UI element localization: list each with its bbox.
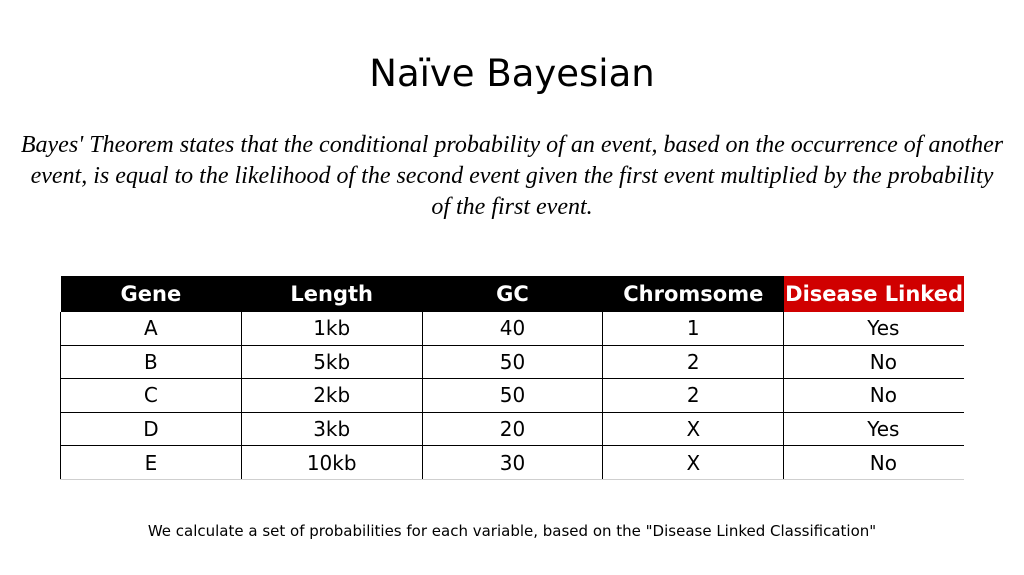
cell-gene: E — [61, 446, 242, 480]
cell-gene: A — [61, 312, 242, 345]
cell-gc: 30 — [422, 446, 603, 480]
cell-length: 1kb — [241, 312, 422, 345]
cell-gene: D — [61, 412, 242, 446]
cell-gc: 50 — [422, 379, 603, 413]
cell-gene: C — [61, 379, 242, 413]
table-row — [61, 412, 965, 446]
gene-data-table — [60, 276, 964, 480]
cell-chromosome: X — [603, 446, 784, 480]
table-row — [61, 312, 965, 345]
cell-disease-linked: No — [784, 379, 965, 413]
cell-disease-linked: No — [784, 446, 965, 480]
table-row — [61, 446, 965, 480]
cell-disease-linked: No — [784, 345, 965, 379]
cell-chromosome: X — [603, 412, 784, 446]
table-row — [61, 345, 965, 379]
cell-length: 5kb — [241, 345, 422, 379]
table-header-row — [61, 276, 965, 312]
header-gc: GC — [422, 276, 603, 312]
header-disease-linked: Disease Linked — [784, 276, 965, 312]
footnote-text: We calculate a set of probabilities for each variable, based on the "Disease Linked Classification" — [147, 522, 877, 540]
cell-gene: B — [61, 345, 242, 379]
cell-chromosome: 2 — [603, 379, 784, 413]
cell-disease-linked: Yes — [784, 412, 965, 446]
cell-gc: 50 — [422, 345, 603, 379]
cell-gc: 20 — [422, 412, 603, 446]
table-row — [61, 379, 965, 413]
cell-length: 2kb — [241, 379, 422, 413]
cell-length: 3kb — [241, 412, 422, 446]
cell-disease-linked: Yes — [784, 312, 965, 345]
cell-length: 10kb — [241, 446, 422, 480]
cell-chromosome: 1 — [603, 312, 784, 345]
header-chromosome: Chromsome — [603, 276, 784, 312]
cell-chromosome: 2 — [603, 345, 784, 379]
slide-title: Naïve Bayesian — [369, 52, 655, 95]
header-length: Length — [241, 276, 422, 312]
cell-gc: 40 — [422, 312, 603, 345]
header-gene: Gene — [61, 276, 242, 312]
theorem-text: Bayes' Theorem states that the conditional probability of an event, based on the occurrence of another event, is equal to the likelihood of the second event given the first event multiplied by the probability of the first event. — [20, 132, 1004, 220]
